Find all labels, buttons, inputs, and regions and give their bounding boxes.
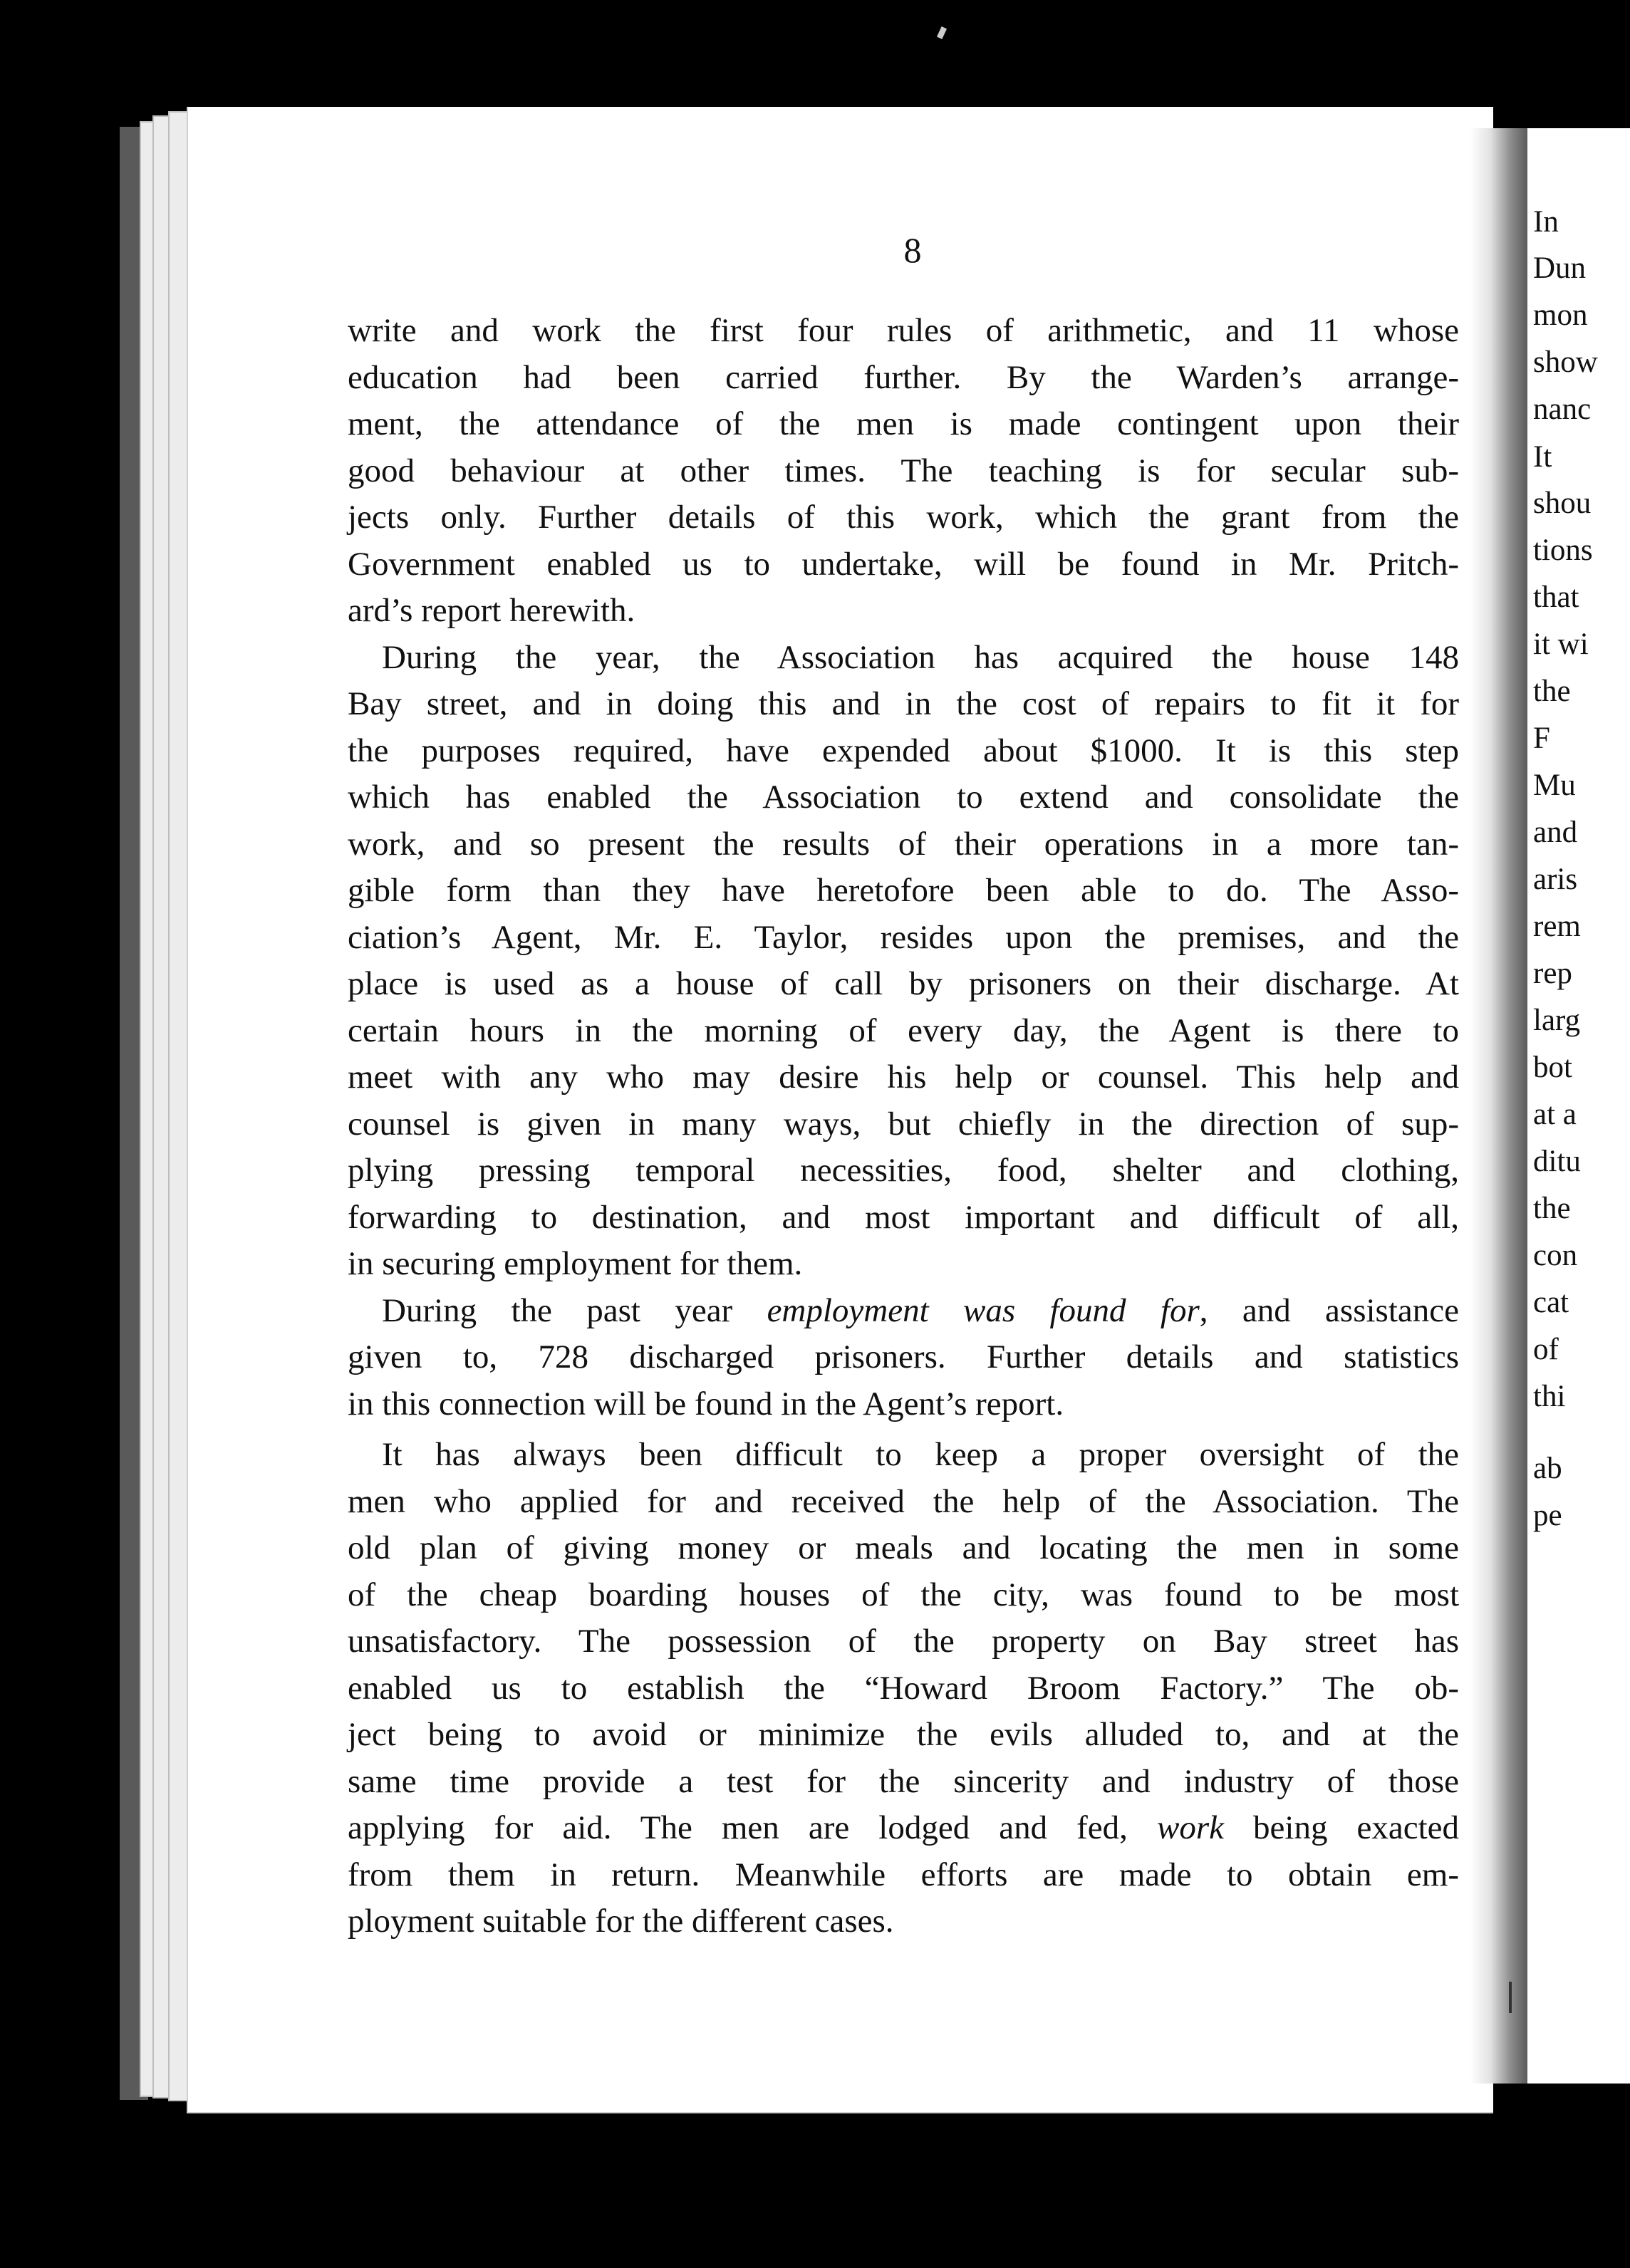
- facing-page-fragment: con: [1533, 1239, 1578, 1272]
- text-run: During the past year: [382, 1291, 767, 1329]
- facing-page-fragment: cat: [1533, 1286, 1569, 1319]
- facing-page-fragment: F: [1533, 722, 1550, 755]
- text-line: Government enabled us to undertake, will be found in Mr. Pritch-: [348, 545, 1459, 583]
- italic-text: work: [1156, 1809, 1224, 1846]
- italic-text: employment was found for: [767, 1291, 1200, 1329]
- facing-page-fragment: pe: [1533, 1499, 1562, 1532]
- text-line: the purposes required, have expended about $1000. It is this step: [348, 732, 1459, 769]
- text-line: old plan of giving money or meals and locating the men in some: [348, 1529, 1459, 1566]
- text-line: ject being to avoid or minimize the evils alluded to, and at the: [348, 1716, 1459, 1753]
- text-line: enabled us to establish the “Howard Broom Factory.” The ob-: [348, 1669, 1459, 1707]
- text-line: jects only. Further details of this work, which the grant from the: [348, 499, 1459, 536]
- paragraph: [348, 1432, 1459, 1945]
- facing-page-fragment: It: [1533, 440, 1552, 474]
- facing-page-fragment: ab: [1533, 1452, 1562, 1485]
- facing-page-fragment: show: [1533, 345, 1598, 379]
- text-line: of the cheap boarding houses of the city, was found to be most: [348, 1576, 1459, 1613]
- text-line: certain hours in the morning of every day, the Agent is there to: [348, 1011, 1459, 1049]
- text-run: applying for aid. The men are lodged and fed,: [348, 1809, 1157, 1846]
- text-line: meet with any who may desire his help or counsel. This help and: [348, 1058, 1459, 1096]
- facing-page-fragment: the: [1533, 1192, 1571, 1225]
- text-line: work, and so present the results of their operations in a more tan-: [348, 825, 1459, 863]
- body-text: [348, 308, 1459, 1945]
- paragraph: [348, 308, 1459, 635]
- text-line: given to, 728 discharged prisoners. Further details and statistics: [348, 1338, 1459, 1375]
- facing-page-fragment: ditu: [1533, 1145, 1581, 1178]
- text-line: gible form than they have heretofore been able to do. The Asso-: [348, 872, 1459, 909]
- facing-page-fragment: at a: [1533, 1098, 1577, 1131]
- text-line: [348, 1805, 1459, 1852]
- text-line: ard’s report herewith.: [348, 592, 635, 629]
- text-line: counsel is given in many ways, but chiefly in the direction of sup-: [348, 1105, 1459, 1143]
- facing-page-fragment: tions: [1533, 534, 1593, 567]
- facing-page-fragment: mon: [1533, 298, 1588, 332]
- facing-page-fragment: rep: [1533, 957, 1572, 990]
- text-line: forwarding to destination, and most important and difficult of all,: [348, 1198, 1459, 1236]
- paragraph: [348, 1288, 1459, 1428]
- paragraph: [348, 635, 1459, 1288]
- text-line: ployment suitable for the different cases.: [348, 1903, 894, 1940]
- text-line: Bay street, and in doing this and in the cost of repairs to fit it for: [348, 685, 1459, 722]
- text-line: It has always been difficult to keep a proper oversight of the: [382, 1436, 1459, 1473]
- text-line: write and work the first four rules of arithmetic, and 11 whose: [348, 312, 1459, 349]
- text-line: ciation’s Agent, Mr. E. Taylor, resides upon the premises, and the: [348, 918, 1459, 956]
- facing-page-fragment: and: [1533, 816, 1578, 849]
- facing-page-fragment: larg: [1533, 1004, 1581, 1037]
- facing-page-fragment: rem: [1533, 910, 1581, 943]
- text-run: being exacted: [1223, 1809, 1459, 1846]
- facing-page-fragment: it wi: [1533, 628, 1589, 661]
- facing-page-fragment: shou: [1533, 487, 1592, 520]
- text-line: from them in return. Meanwhile efforts are made to obtain em-: [348, 1856, 1459, 1893]
- facing-page-fragment: of: [1533, 1333, 1559, 1366]
- facing-page-fragment: In: [1533, 205, 1559, 239]
- text-line: in this connection will be found in the Agent’s report.: [348, 1385, 1064, 1422]
- text-line: During the year, the Association has acquired the house 148: [382, 638, 1459, 676]
- text-line: place is used as a house of call by prisoners on their discharge. At: [348, 965, 1459, 1002]
- facing-page-fragment: thi: [1533, 1380, 1566, 1413]
- text-line: ment, the attendance of the men is made contingent upon their: [348, 405, 1459, 442]
- facing-page-fragment: Mu: [1533, 769, 1576, 802]
- text-line: [348, 1288, 1459, 1335]
- facing-page: [1527, 128, 1630, 2084]
- gutter-shadow: [1470, 128, 1527, 2084]
- text-line: unsatisfactory. The possession of the property on Bay street has: [348, 1623, 1459, 1660]
- facing-page-fragment: bot: [1533, 1051, 1572, 1084]
- margin-mark: [1509, 1982, 1512, 2013]
- scan-speck: [937, 26, 947, 39]
- text-line: men who applied for and received the help of the Association. The: [348, 1482, 1459, 1520]
- text-line: good behaviour at other times. The teaching is for secular sub-: [348, 452, 1459, 489]
- text-line: education had been carried further. By the Warden’s arrange-: [348, 358, 1459, 396]
- facing-page-fragment: that: [1533, 581, 1579, 614]
- page-number: 8: [903, 230, 922, 270]
- text-line: in securing employment for them.: [348, 1245, 803, 1282]
- text-line: same time provide a test for the sincerity and industry of those: [348, 1762, 1459, 1800]
- facing-page-fragment: nanc: [1533, 392, 1592, 426]
- facing-page-fragment: the: [1533, 675, 1571, 708]
- text-line: which has enabled the Association to extend and consolidate the: [348, 779, 1459, 816]
- text-line: plying pressing temporal necessities, food, shelter and clothing,: [348, 1152, 1459, 1189]
- facing-page-fragment: Dun: [1533, 251, 1587, 285]
- text-run: , and assistance: [1199, 1291, 1459, 1329]
- facing-page-fragment: aris: [1533, 863, 1578, 896]
